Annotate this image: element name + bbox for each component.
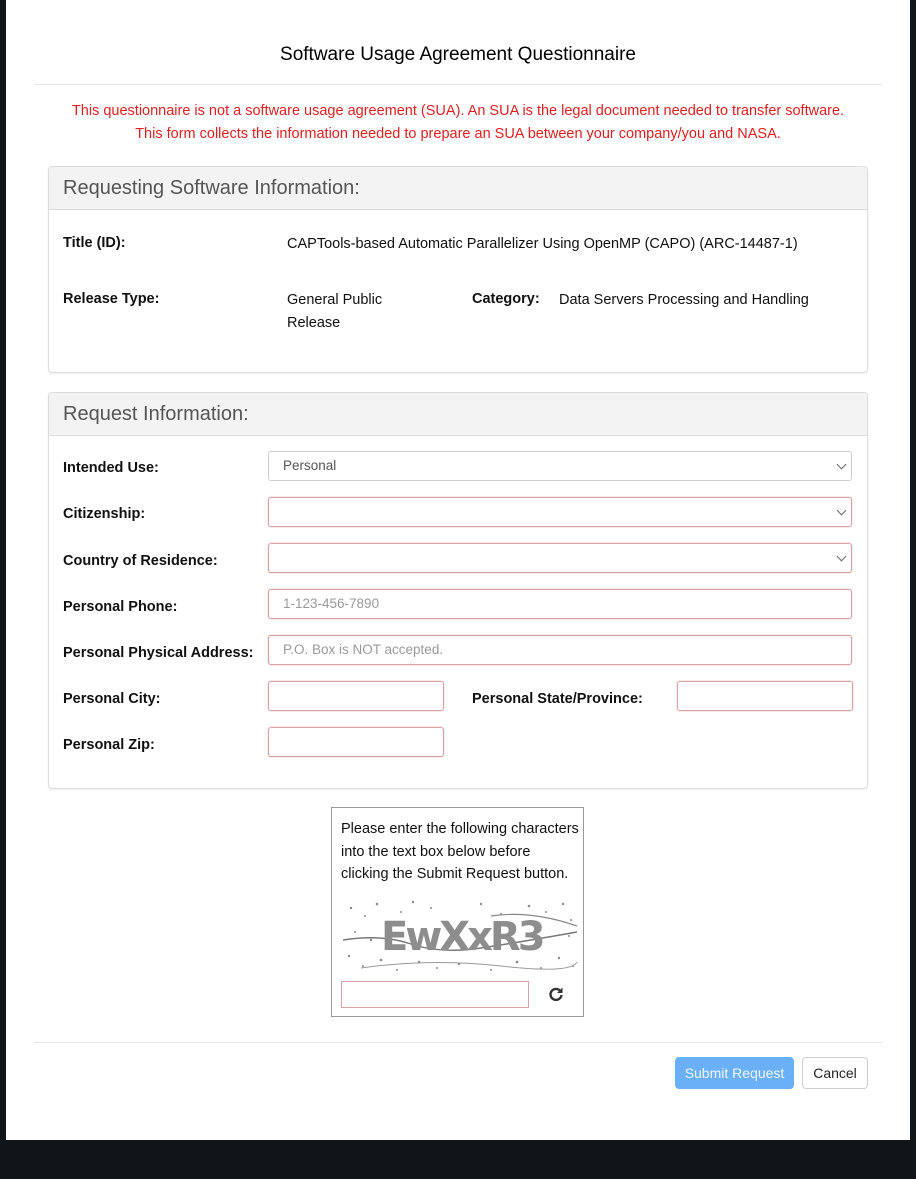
title-label: Title (ID): (63, 235, 126, 251)
request-info-panel (48, 392, 868, 789)
phone-placeholder: 1-123-456-7890 (283, 596, 380, 611)
release-type-value (287, 289, 427, 334)
zip-input[interactable] (268, 727, 444, 757)
captcha-image (341, 896, 579, 976)
country-label: Country of Residence: (63, 553, 218, 569)
city-input[interactable] (268, 681, 444, 711)
state-input[interactable] (677, 681, 853, 711)
captcha-instructions (341, 818, 581, 886)
country-select[interactable] (268, 543, 852, 573)
notice-line-2: This form collects the information needed to prepare an SUA between your company/you and NASA. (135, 125, 781, 142)
header-divider (34, 84, 882, 85)
request-panel-heading: Request Information: (49, 393, 867, 436)
zip-label: Personal Zip: (63, 737, 155, 753)
address-placeholder: P.O. Box is NOT accepted. (283, 642, 444, 657)
address-input[interactable] (268, 635, 852, 665)
chevron-down-icon (837, 506, 847, 516)
software-info-panel (48, 166, 868, 373)
captcha-input[interactable] (341, 981, 529, 1008)
captcha-line-3: clicking the Submit Request button. (341, 866, 569, 882)
chevron-down-icon (837, 460, 847, 470)
submit-request-button[interactable]: Submit Request (675, 1057, 794, 1089)
captcha-box (331, 807, 584, 1017)
cancel-button[interactable]: Cancel (802, 1057, 868, 1089)
chevron-down-icon (837, 552, 847, 562)
release-type-label: Release Type: (63, 291, 160, 307)
state-label: Personal State/Province: (472, 691, 643, 707)
footer-divider (34, 1042, 882, 1043)
intended-use-select[interactable] (268, 451, 852, 481)
release-type-line-1: General Public (287, 292, 383, 308)
address-label: Personal Physical Address: (63, 645, 254, 661)
citizenship-select[interactable] (268, 497, 852, 527)
intended-use-label: Intended Use: (63, 460, 159, 476)
category-value: Data Servers Processing and Handling (559, 292, 809, 308)
city-label: Personal City: (63, 691, 161, 707)
captcha-line-2: into the text box below before (341, 843, 531, 860)
disclaimer-notice (6, 100, 910, 145)
release-type-line-2: Release (287, 314, 341, 331)
title-value: CAPTools-based Automatic Parallelizer Using OpenMP (CAPO) (ARC-14487-1) (287, 236, 798, 252)
page-title: Software Usage Agreement Questionnaire (280, 44, 636, 65)
modal-dialog (6, 0, 910, 1140)
notice-line-1: This questionnaire is not a software usage agreement (SUA). An SUA is the legal document needed to transfer software. (71, 103, 845, 119)
software-panel-heading: Requesting Software Information: (49, 167, 867, 210)
intended-use-value: Personal (283, 458, 337, 473)
captcha-line-1: Please enter the following characters (341, 821, 579, 837)
refresh-icon[interactable] (547, 985, 565, 1003)
citizenship-label: Citizenship: (63, 506, 146, 522)
phone-input[interactable] (268, 589, 852, 619)
phone-label: Personal Phone: (63, 599, 178, 615)
captcha-code: EwXxR3 (381, 914, 543, 960)
category-label: Category: (472, 291, 540, 307)
